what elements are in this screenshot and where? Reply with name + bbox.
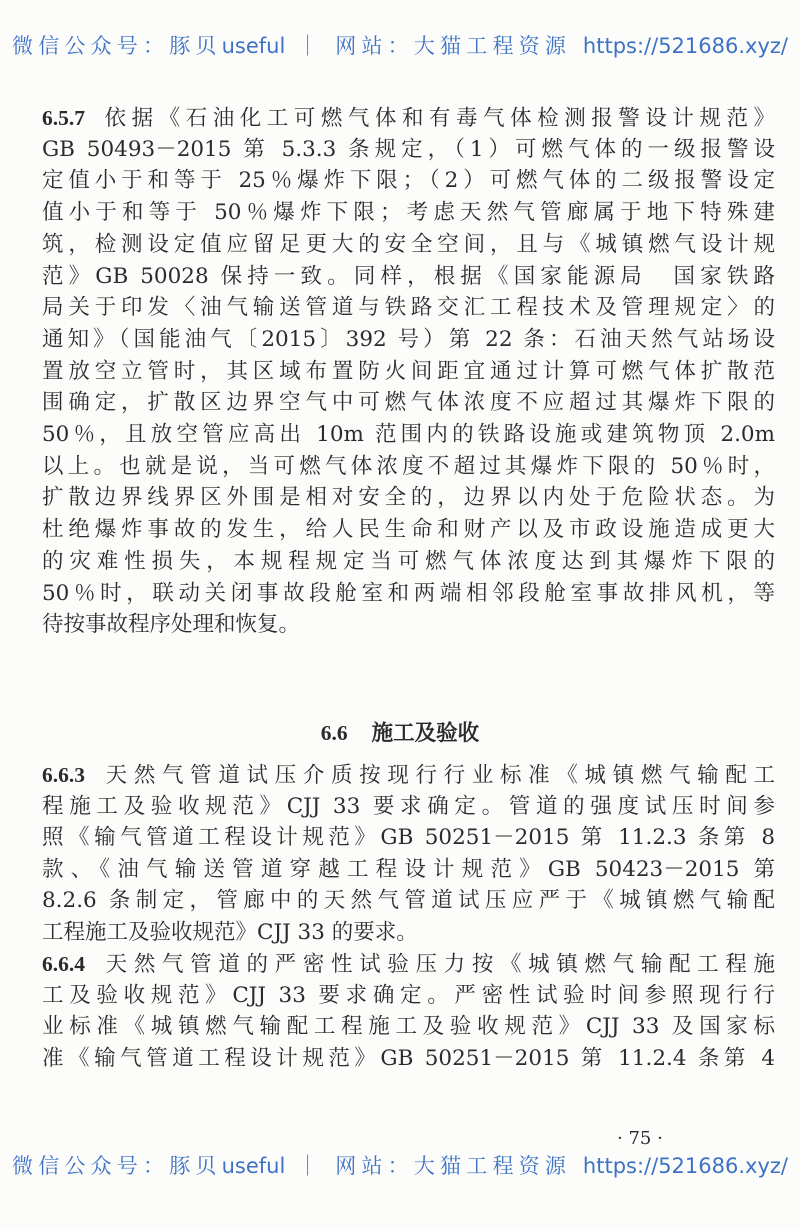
text-line bbox=[42, 198, 775, 228]
line-text: GB 50493－2015 第 5.3.3 条规定，（1）可燃气体的一级报警设 bbox=[42, 136, 775, 162]
line-text: 筑，检测设定值应留足更大的安全空间，且与《城镇燃气设计规 bbox=[42, 231, 775, 257]
text-line bbox=[42, 579, 775, 609]
line-text: 准《输气管道工程设计规范》GB 50251－2015 第 11.2.4 条第 4 bbox=[42, 1045, 775, 1071]
text-line bbox=[42, 357, 775, 387]
line-text: 工程施工及验收规范》CJJ 33 的要求。 bbox=[42, 919, 418, 945]
line-text: 依据《石油化工可燃气体和有毒气体检测报警设计规范》 bbox=[99, 106, 775, 131]
clause-number: 6.6.3 bbox=[42, 763, 85, 787]
watermark-top: 微信公众号：豚贝useful ｜ 网站：大猫工程资源 https://521686.xyz/ bbox=[12, 34, 788, 58]
text-line bbox=[42, 293, 775, 323]
text-line bbox=[42, 262, 775, 292]
text-line bbox=[42, 760, 775, 791]
line-text: 围确定，扩散区边界空气中可燃气体浓度不应超过其爆炸下限的 bbox=[42, 390, 775, 416]
text-line bbox=[42, 918, 775, 948]
text-line bbox=[42, 166, 775, 196]
line-text: 置放空立管时，其区域布置防火间距宜通过计算可燃气体扩散范 bbox=[42, 358, 775, 384]
text-line bbox=[42, 547, 775, 577]
text-line bbox=[42, 981, 775, 1011]
line-text: 天然气管道试压介质按现行行业标准《城镇燃气输配工 bbox=[99, 763, 775, 788]
text-line bbox=[42, 855, 775, 885]
line-text: 照《输气管道工程设计规范》GB 50251－2015 第 11.2.3 条第 8 bbox=[42, 825, 775, 850]
line-text: 50％时，联动关闭事故段舱室和两端相邻段舱室事故排风机，等 bbox=[42, 580, 775, 606]
text-line bbox=[42, 420, 775, 450]
line-text: 以上。也就是说，当可燃气体浓度不超过其爆炸下限的 50％时， bbox=[42, 453, 775, 479]
text-line bbox=[42, 1044, 775, 1074]
page-number: · 75 · bbox=[617, 1128, 663, 1149]
line-text: 值小于和等于 50％爆炸下限；考虑天然气管廊属于地下特殊建 bbox=[42, 200, 775, 226]
line-text: 杜绝爆炸事故的发生，给人民生命和财产以及市政设施造成更大 bbox=[42, 517, 775, 543]
line-text: 8.2.6 条制定，管廊中的天然气管道试压应严于《城镇燃气输配 bbox=[42, 888, 775, 913]
line-text: 天然气管道的严密性试验压力按《城镇燃气输配工程施 bbox=[99, 952, 775, 977]
line-text: 50％，且放空管应高出 10m 范围内的铁路设施或建筑物顶 2.0m bbox=[42, 422, 775, 447]
text-line bbox=[42, 1012, 775, 1042]
clause-number: 6.5.7 bbox=[42, 106, 85, 130]
clause-number: 6.6.4 bbox=[42, 952, 85, 976]
line-text: 业标准《城镇燃气输配工程施工及验收规范》CJJ 33 及国家标 bbox=[42, 1014, 775, 1039]
text-line bbox=[42, 515, 775, 545]
text-line bbox=[42, 135, 775, 165]
line-text: 定值小于和等于 25％爆炸下限；（2）可燃气体的二级报警设定 bbox=[42, 168, 775, 194]
section-title: 施工及验收 bbox=[371, 721, 480, 746]
line-text: 款、《油气输送管道穿越工程设计规范》GB 50423－2015 第 bbox=[42, 856, 775, 882]
text-line bbox=[42, 886, 775, 916]
section-heading bbox=[0, 716, 800, 747]
line-text: 范》GB 50028 保持一致。同样，根据《国家能源局 国家铁路 bbox=[42, 263, 775, 289]
line-text: 局关于印发〈油气输送管道与铁路交汇工程技术及管理规定〉的 bbox=[42, 295, 775, 321]
line-text: 待按事故程序处理和恢复。 bbox=[42, 612, 301, 638]
text-line bbox=[42, 610, 775, 640]
text-line bbox=[42, 792, 775, 822]
section-number: 6.6 bbox=[320, 721, 348, 745]
text-line bbox=[42, 483, 775, 513]
text-line bbox=[42, 823, 775, 853]
line-text: 程施工及验收规范》CJJ 33 要求确定。管道的强度试压时间参 bbox=[42, 793, 775, 819]
line-text: 的灾难性损失，本规程规定当可燃气体浓度达到其爆炸下限的 bbox=[42, 548, 775, 574]
line-text: 工及验收规范》CJJ 33 要求确定。严密性试验时间参照现行行 bbox=[42, 982, 775, 1008]
text-line bbox=[42, 949, 775, 980]
line-text: 通知》（国能油气〔2015〕392 号）第 22 条：石油天然气站场设 bbox=[42, 326, 775, 352]
watermark-bottom: 微信公众号：豚贝useful ｜ 网站：大猫工程资源 https://521686.xyz/ bbox=[12, 1154, 788, 1178]
text-line bbox=[42, 388, 775, 418]
text-line bbox=[42, 103, 775, 134]
text-line bbox=[42, 230, 775, 260]
line-text: 扩散边界线界区外围是相对安全的，边界以内处于危险状态。为 bbox=[42, 485, 775, 511]
text-line bbox=[42, 325, 775, 355]
text-line bbox=[42, 452, 775, 482]
